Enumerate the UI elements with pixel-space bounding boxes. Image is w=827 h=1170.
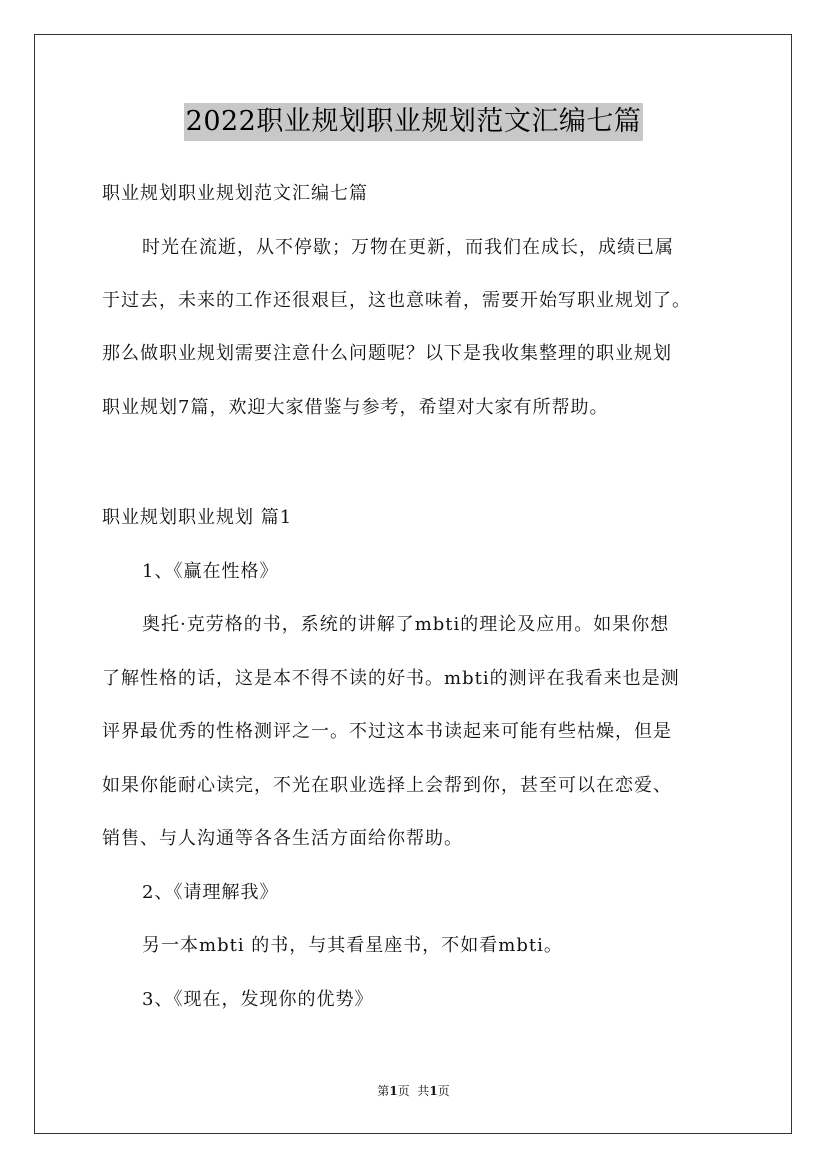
intro-line-4: 职业规划7篇，欢迎大家借鉴与参考，希望对大家有所帮助。 (102, 397, 609, 418)
document-title: 2022职业规划职业规划范文汇编七篇 (184, 103, 644, 141)
item1-body-line-5: 销售、与人沟通等各各生活方面给你帮助。 (102, 828, 463, 849)
intro-line-3: 那么做职业规划需要注意什么问题呢？以下是我收集整理的职业规划 (102, 343, 672, 364)
intro-line-2: 于过去，未来的工作还很艰巨，这也意味着，需要开始写职业规划了。 (102, 290, 691, 311)
section-heading: 职业规划职业规划 篇1 (102, 507, 293, 528)
item1-title: 1、《赢在性格》 (142, 561, 279, 582)
footer-page-total: 1 (429, 1084, 438, 1098)
document-subtitle: 职业规划职业规划范文汇编七篇 (102, 183, 368, 204)
item2-body: 另一本mbti 的书，与其看星座书，不如看mbti。 (142, 935, 563, 956)
page-footer (0, 1083, 827, 1099)
footer-prefix: 第 (377, 1084, 390, 1098)
item3-title: 3、《现在，发现你的优势》 (142, 989, 374, 1010)
item1-body-line-4: 如果你能耐心读完，不光在职业选择上会帮到你，甚至可以在恋爱、 (102, 775, 672, 796)
title-container (0, 103, 827, 141)
item1-body-line-2: 了解性格的话，这是本不得不读的好书。mbti的测评在我看来也是测 (102, 668, 680, 689)
item1-body-line-1: 奥托·克劳格的书，系统的讲解了mbti的理论及应用。如果你想 (142, 614, 670, 635)
footer-mid: 页 共 (397, 1084, 430, 1098)
item1-body-line-3: 评界最优秀的性格测评之一。不过这本书读起来可能有些枯燥，但是 (102, 721, 672, 742)
footer-suffix: 页 (437, 1084, 450, 1098)
intro-line-1: 时光在流逝，从不停歇；万物在更新，而我们在成长，成绩已属 (142, 237, 674, 258)
footer-page-current: 1 (389, 1084, 398, 1098)
item2-title: 2、《请理解我》 (142, 882, 279, 903)
